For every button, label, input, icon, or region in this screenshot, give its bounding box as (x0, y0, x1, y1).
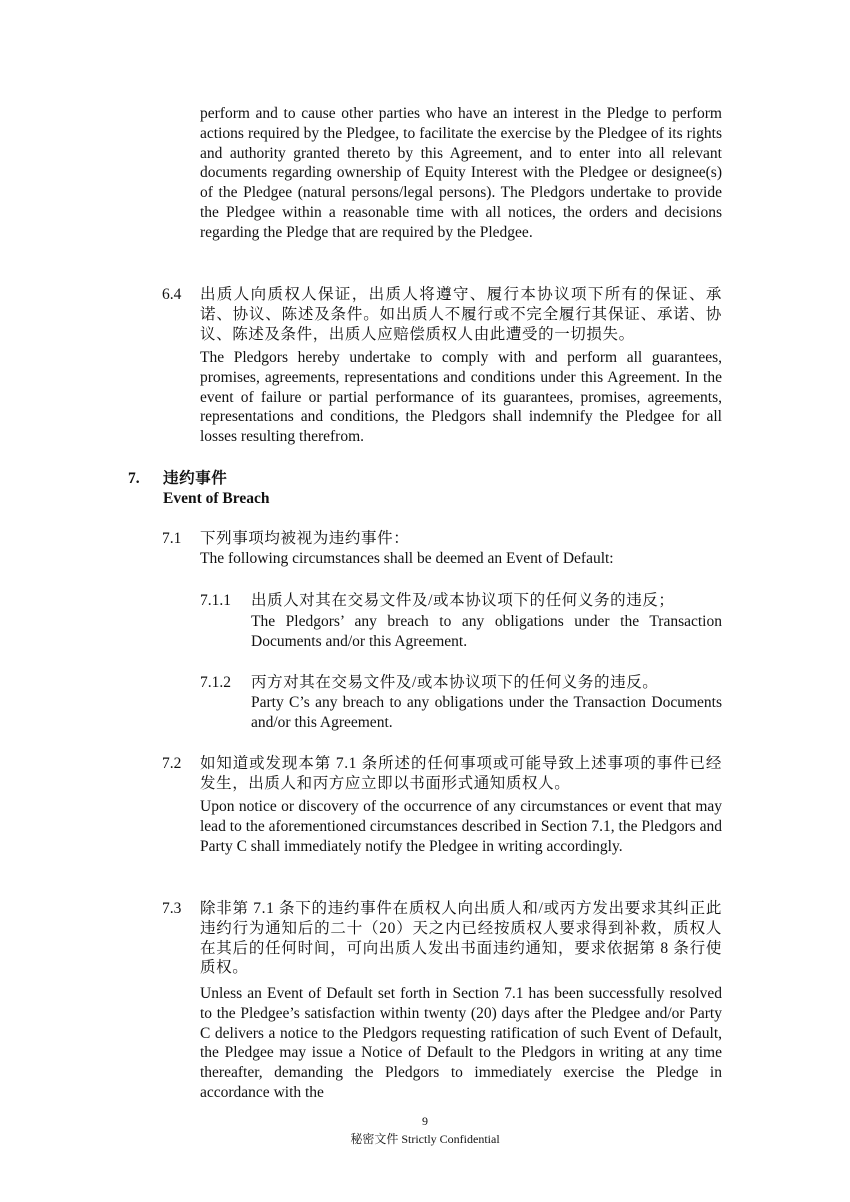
clause-6-4-en: The Pledgors hereby undertake to comply with and perform all guarantees, promises, agreements, representations and conditions under this Agreement. In the event of failure or partial performance of its guarantees, promises, agreements, representations and conditions, the Pledgors shall indemnify the Pledgee for all losses resulting therefrom. (200, 349, 722, 446)
page-number: 9 (422, 1114, 428, 1128)
clause-6-4-zh: 出质人向质权人保证，出质人将遵守、履行本协议项下所有的保证、承诺、协议、陈述及条件。如出质人不履行或不完全履行其保证、承诺、协议、陈述及条件，出质人应赔偿质权人由此遭受的一切损失。 (200, 286, 722, 343)
clause-number-7-1: 7.1 (162, 530, 182, 547)
clause-7-3-en: Unless an Event of Default set forth in Section 7.1 has been successfully resolved to the Pledgee’s satisfaction within twenty (20) days after the Pledgee and/or Party C delivers a notice to the Pledgors requesting ratification of such Event of Default, the Pledgee may issue a Notice of Default to the Pledgors in writing at any time thereafter, demanding the Pledgors to immediately exercise the Pledge in accordance with the (200, 985, 722, 1101)
clause-number-7-1-1: 7.1.1 (200, 592, 231, 609)
clause-7-1-en: The following circumstances shall be deemed an Event of Default: (200, 550, 614, 567)
clause-7-2-zh: 如知道或发现本第 7.1 条所述的任何事项或可能导致上述事项的事件已经发生，出质人和丙方应立即以书面形式通知质权人。 (200, 755, 722, 792)
clause-7-1-2-zh: 丙方对其在交易文件及/或本协议项下的任何义务的违反。 (251, 674, 659, 691)
clause-number-7-3: 7.3 (162, 900, 182, 917)
clause-7-2-en: Upon notice or discovery of the occurrence of any circumstances or event that may lead to the aforementioned circumstances described in Section 7.1, the Pledgors and Party C shall immediately notify the Pledgee in writing accordingly. (200, 798, 722, 855)
section-7-title-en: Event of Breach (163, 490, 270, 507)
clause-7-1-1-zh: 出质人对其在交易文件及/或本协议项下的任何义务的违反； (251, 592, 675, 609)
clause-7-1-1-en: The Pledgors’ any breach to any obligations under the Transaction Documents and/or this Agreement. (251, 613, 722, 650)
clause-number-6-4: 6.4 (162, 286, 182, 303)
clause-7-1-zh: 下列事项均被视为违约事件： (200, 530, 410, 547)
clause-number-7-2: 7.2 (162, 755, 182, 772)
section-number-7: 7. (128, 470, 140, 487)
clause-number-7-1-2: 7.1.2 (200, 674, 231, 691)
clause-7-3-zh: 除非第 7.1 条下的违约事件在质权人向出质人和/或丙方发出要求其纠正此违约行为通知后的二十（20）天之内已经按质权人要求得到补救，质权人在其后的任何时间，可向出质人发出书面违约通知，要求依据第 8 条行使质权。 (200, 900, 722, 977)
clause-7-1-2-en: Party C’s any breach to any obligations under the Transaction Documents and/or this Agreement. (251, 694, 722, 731)
section-7-title-zh: 违约事件 (163, 470, 228, 487)
confidential-footer: 秘密文件 Strictly Confidential (350, 1132, 500, 1146)
paragraph-continued-en: perform and to cause other parties who have an interest in the Pledge to perform actions required by the Pledgee, to facilitate the exercise by the Pledgee of its rights and authority granted thereto by this Agreement, and to enter into all relevant documents regarding ownership of Equity Interest with the Pledgee or designee(s) of the Pledgee (natural persons/legal persons). The Pledgors undertake to provide the Pledgee within a reasonable time with all notices, the orders and decisions regarding the Pledge that are required by the Pledgee. (200, 105, 722, 241)
